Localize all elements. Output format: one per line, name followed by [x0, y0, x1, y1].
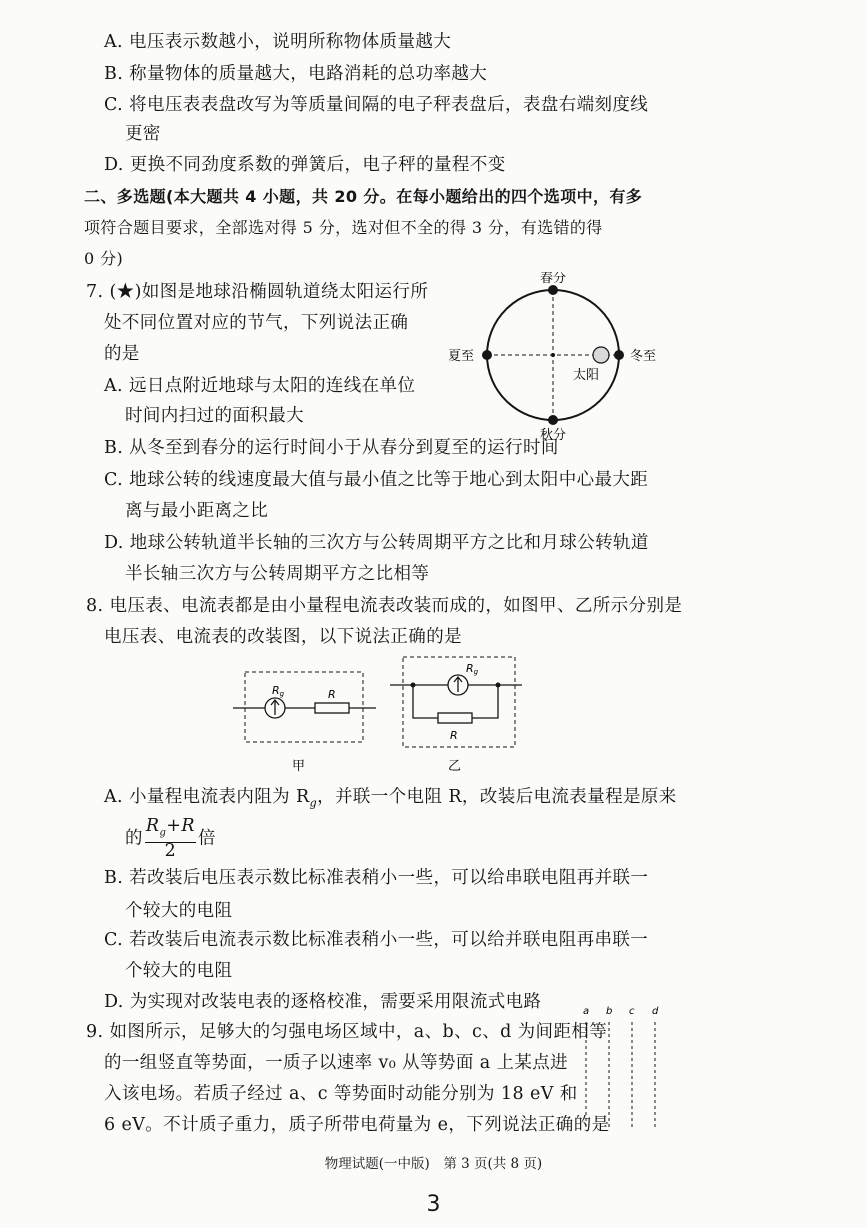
page-footer: 物理试题(一中版) 第 3 页(共 8 页) [324, 1156, 543, 1172]
q7-option-c-line2: 离与最小距离之比 [125, 501, 269, 521]
q7-option-a-line1: A. 远日点附近地球与太阳的连线在单位 [104, 376, 416, 396]
q8-option-c-line1: C. 若改装后电流表示数比标准表稍小一些，可以给并联电阻再串联一 [104, 930, 649, 950]
label-winter: 冬至 [630, 349, 657, 364]
circuit-diagrams [230, 652, 530, 777]
label-spring: 春分 [540, 272, 567, 286]
label-summer: 夏至 [448, 349, 475, 364]
page-number: 3 [426, 1192, 441, 1217]
q6-option-a: A. 电压表示数越小，说明所称物体质量越大 [104, 32, 452, 52]
q7-stem-line2: 处不同位置对应的节气，下列说法正确 [104, 313, 409, 333]
autumn-equinox-earth [548, 415, 558, 425]
jia-label-r: R [328, 688, 336, 701]
summer-solstice-earth [482, 350, 492, 360]
label-autumn: 秋分 [540, 428, 567, 442]
q7-option-a-line2: 时间内扫过的面积最大 [125, 406, 304, 426]
circuit-jia [233, 672, 376, 774]
earth-orbit-diagram [440, 272, 670, 442]
yi-bottom-branch-right [472, 685, 498, 718]
q8-stem-line1: 8. 电压表、电流表都是由小量程电流表改装而成的，如图甲、乙所示分别是 [86, 596, 683, 616]
jia-label: 甲 [292, 759, 306, 774]
q6-option-c-line2: 更密 [125, 124, 161, 144]
q7-stem-line3: 的是 [104, 344, 140, 364]
q6-option-c-line1: C. 将电压表表盘改写为等质量间隔的电子秤表盘后，表盘右端刻度线 [104, 95, 649, 115]
q7-option-d-line2: 半长轴三次方与公转周期平方之比相等 [125, 564, 430, 584]
yi-label-rg: Rg [466, 662, 479, 676]
label-b: b [606, 1006, 613, 1017]
q7-option-b: B. 从冬至到春分的运行时间小于从春分到夏至的运行时间 [104, 438, 559, 458]
q7-option-c-line1: C. 地球公转的线速度最大值与最小值之比等于地心到太阳中心最大距 [104, 470, 649, 490]
section-heading-line3: 0 分) [84, 249, 124, 268]
q9-stem-line2: 的一组竖直等势面，一质子以速率 v₀ 从等势面 a 上某点进 [104, 1053, 569, 1073]
q6-option-d: D. 更换不同劲度系数的弹簧后，电子秤的量程不变 [104, 155, 506, 175]
q8-stem-line2: 电压表、电流表的改装图，以下说法正确的是 [104, 627, 462, 647]
q9-stem-line1: 9. 如图所示，足够大的匀强电场区域中，a、b、c、d 为间距相等 [86, 1022, 608, 1042]
q8-option-a-line2: 的 $\frac{R_g+R}{2}$ 倍 [125, 816, 216, 861]
q9-stem-line4: 6 eV。不计质子重力，质子所带电荷量为 e，下列说法正确的是 [104, 1115, 610, 1135]
q8-fraction: $\frac{R_g+R}{2}$ [145, 816, 195, 861]
jia-dashed-box [245, 672, 363, 742]
section-heading-line2: 项符合题目要求，全部选对得 5 分，选对但不全的得 3 分，有选错的得 [84, 218, 603, 237]
q9-stem-line3: 入该电场。若质子经过 a、c 等势面时动能分别为 18 eV 和 [104, 1084, 578, 1104]
q8-option-a-line1: A. 小量程电流表内阻为 $R_g$，并联一个电阻 R，改装后电流表量程是原来 [104, 787, 677, 810]
q8-option-b-line1: B. 若改装后电压表示数比标准表稍小一些，可以给串联电阻再并联一 [104, 868, 649, 888]
circuit-yi [390, 657, 522, 774]
section-heading-line1: 二、多选题(本大题共 4 小题，共 20 分。在每小题给出的四个选项中，有多 [84, 187, 643, 206]
yi-label-r: R [450, 729, 458, 742]
equipotential-diagram [575, 1002, 675, 1132]
q7-stem-line1: 7. (★)如图是地球沿椭圆轨道绕太阳运行所 [86, 282, 429, 302]
jia-resistor [315, 703, 349, 713]
q8-option-d: D. 为实现对改装电表的逐格校准，需要采用限流式电路 [104, 992, 542, 1012]
q8-option-b-line2: 个较大的电阻 [125, 901, 233, 921]
orbit-center-dot [551, 353, 555, 357]
yi-bottom-branch [413, 685, 438, 718]
yi-resistor [438, 713, 472, 723]
label-sun: 太阳 [573, 368, 600, 383]
label-a: a [583, 1006, 590, 1017]
yi-label: 乙 [448, 759, 462, 774]
label-c: c [629, 1006, 635, 1017]
sun-icon [593, 347, 609, 363]
label-d: d [652, 1006, 659, 1017]
winter-solstice-earth [614, 350, 624, 360]
jia-label-rg: Rg [272, 684, 285, 698]
spring-equinox-earth [548, 285, 558, 295]
q6-option-b: B. 称量物体的质量越大，电路消耗的总功率越大 [104, 64, 488, 84]
q7-option-d-line1: D. 地球公转轨道半长轴的三次方与公转周期平方之比和月球公转轨道 [104, 533, 649, 553]
q8-option-c-line2: 个较大的电阻 [125, 961, 233, 981]
